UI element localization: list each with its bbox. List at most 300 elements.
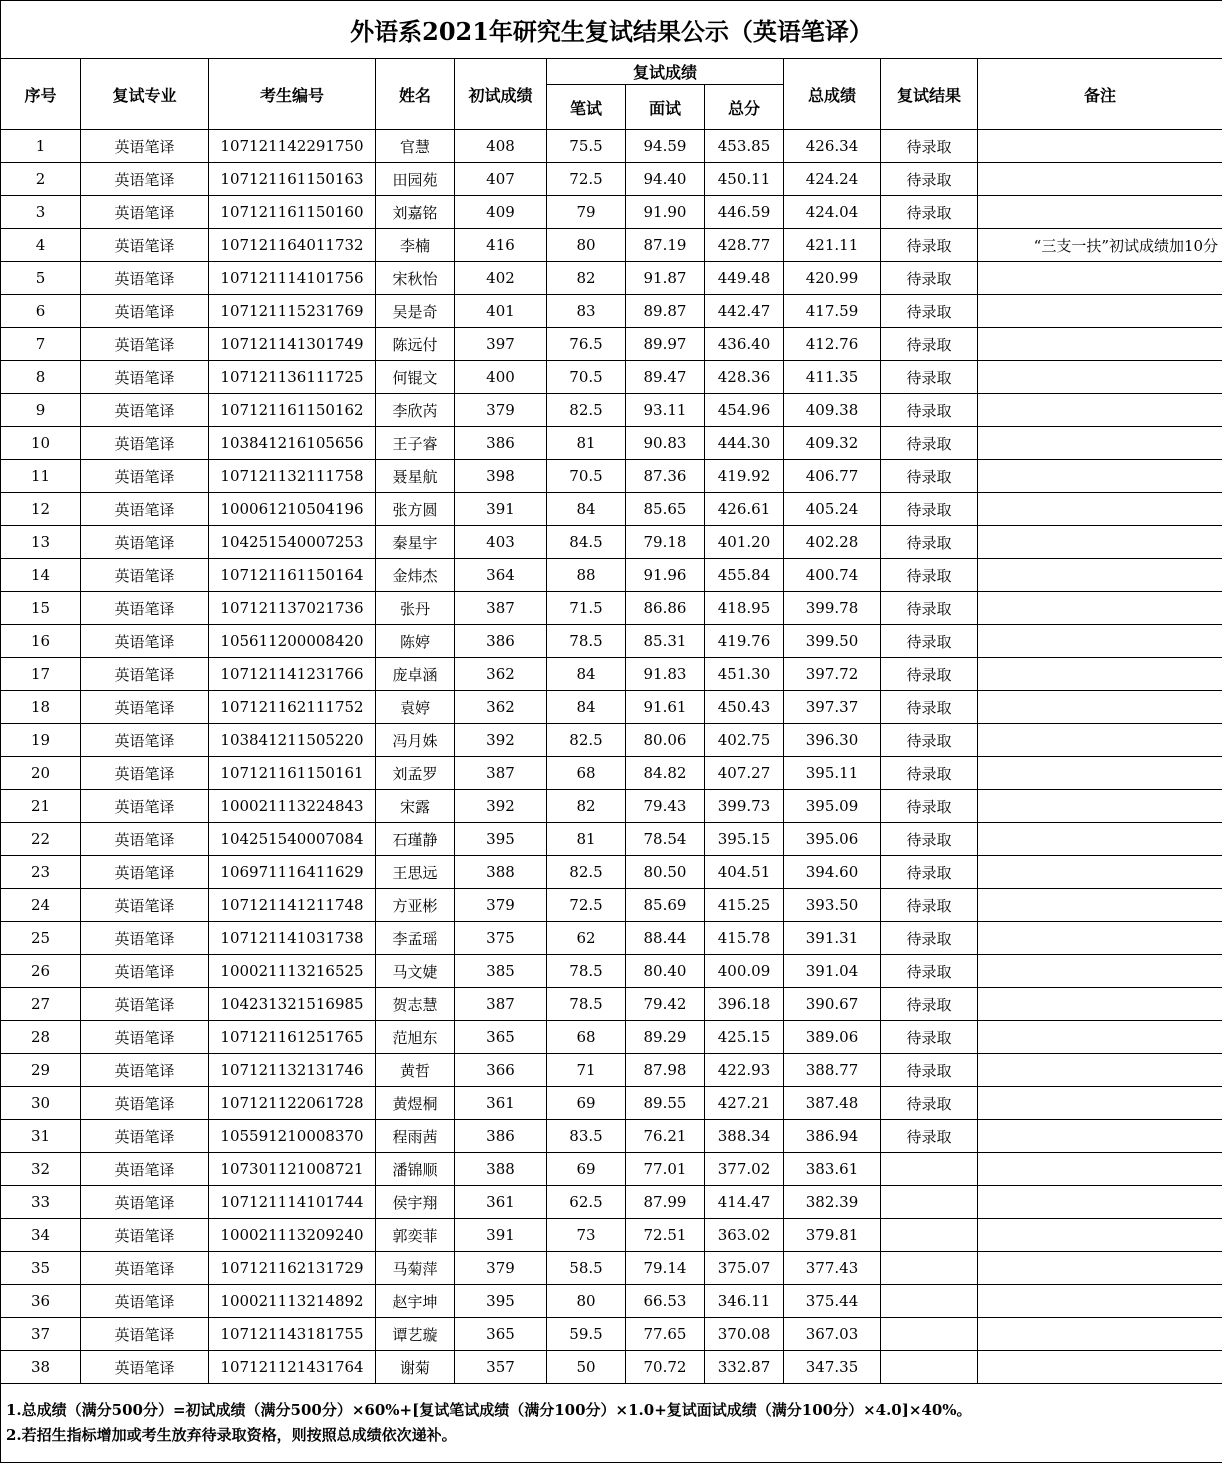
cell-interview: 94.40 [626, 163, 705, 196]
cell-interview: 91.90 [626, 196, 705, 229]
cell-exam-id: 100021113224843 [209, 790, 376, 823]
cell-retest-total: 415.25 [705, 889, 784, 922]
cell-retest-total: 427.21 [705, 1087, 784, 1120]
cell-prelim-score: 403 [455, 526, 547, 559]
cell-total-score: 397.37 [784, 691, 881, 724]
cell-exam-id: 107121136111725 [209, 361, 376, 394]
table-body [1, 130, 1222, 1384]
cell-retest-total: 419.92 [705, 460, 784, 493]
cell-name: 金炜杰 [376, 559, 455, 592]
cell-written: 58.5 [547, 1252, 626, 1285]
cell-written: 80 [547, 1285, 626, 1318]
cell-total-score: 402.28 [784, 526, 881, 559]
cell-prelim-score: 361 [455, 1087, 547, 1120]
cell-interview: 86.86 [626, 592, 705, 625]
cell-written: 73 [547, 1219, 626, 1252]
cell-major: 英语笔译 [81, 691, 209, 724]
table-row [1, 922, 1222, 955]
table-row [1, 361, 1222, 394]
cell-written: 78.5 [547, 988, 626, 1021]
cell-prelim-score: 379 [455, 394, 547, 427]
cell-name: 张丹 [376, 592, 455, 625]
cell-written: 78.5 [547, 625, 626, 658]
cell-prelim-score: 365 [455, 1021, 547, 1054]
cell-total-score: 397.72 [784, 658, 881, 691]
cell-total-score: 396.30 [784, 724, 881, 757]
cell-result: 待录取 [881, 229, 978, 262]
cell-name: 张方圆 [376, 493, 455, 526]
cell-result: 待录取 [881, 163, 978, 196]
cell-prelim-score: 407 [455, 163, 547, 196]
cell-major: 英语笔译 [81, 790, 209, 823]
cell-major: 英语笔译 [81, 394, 209, 427]
cell-seq: 2 [1, 163, 81, 196]
cell-result: 待录取 [881, 493, 978, 526]
cell-seq: 7 [1, 328, 81, 361]
cell-retest-total: 414.47 [705, 1186, 784, 1219]
table-row [1, 328, 1222, 361]
cell-total-score: 379.81 [784, 1219, 881, 1252]
cell-result: 待录取 [881, 955, 978, 988]
cell-total-score: 405.24 [784, 493, 881, 526]
cell-note [978, 856, 1222, 889]
cell-note [978, 1219, 1222, 1252]
cell-name: 田园苑 [376, 163, 455, 196]
table-row [1, 493, 1222, 526]
cell-interview: 90.83 [626, 427, 705, 460]
footnote-1: 1.总成绩（满分500分）=初试成绩（满分500分）×60%+[复试笔试成绩（满分100分）×1.0+复试面试成绩（满分100分）×4.0]×40%。 [6, 1401, 972, 1419]
cell-interview: 87.98 [626, 1054, 705, 1087]
cell-retest-total: 375.07 [705, 1252, 784, 1285]
table-row [1, 1252, 1222, 1285]
table-row [1, 1021, 1222, 1054]
cell-major: 英语笔译 [81, 922, 209, 955]
cell-interview: 91.61 [626, 691, 705, 724]
cell-result: 待录取 [881, 1120, 978, 1153]
table-row [1, 790, 1222, 823]
cell-prelim-score: 398 [455, 460, 547, 493]
cell-seq: 25 [1, 922, 81, 955]
cell-total-score: 394.60 [784, 856, 881, 889]
cell-retest-total: 395.15 [705, 823, 784, 856]
cell-total-score: 412.76 [784, 328, 881, 361]
cell-result: 待录取 [881, 460, 978, 493]
cell-seq: 37 [1, 1318, 81, 1351]
cell-exam-id: 105591210008370 [209, 1120, 376, 1153]
cell-written: 78.5 [547, 955, 626, 988]
cell-name: 李欣芮 [376, 394, 455, 427]
cell-written: 71.5 [547, 592, 626, 625]
table-row [1, 229, 1222, 262]
table-row [1, 889, 1222, 922]
cell-note [978, 493, 1222, 526]
cell-total-score: 389.06 [784, 1021, 881, 1054]
cell-exam-id: 107121141231766 [209, 658, 376, 691]
cell-result: 待录取 [881, 262, 978, 295]
cell-result: 待录取 [881, 988, 978, 1021]
cell-exam-id: 107121141031738 [209, 922, 376, 955]
cell-prelim-score: 387 [455, 988, 547, 1021]
cell-note [978, 955, 1222, 988]
cell-name: 侯宇翔 [376, 1186, 455, 1219]
cell-written: 81 [547, 427, 626, 460]
cell-major: 英语笔译 [81, 1219, 209, 1252]
cell-major: 英语笔译 [81, 592, 209, 625]
table-row [1, 163, 1222, 196]
cell-seq: 8 [1, 361, 81, 394]
cell-seq: 15 [1, 592, 81, 625]
cell-note [978, 1153, 1222, 1186]
cell-interview: 79.42 [626, 988, 705, 1021]
cell-result: 待录取 [881, 196, 978, 229]
header-name: 姓名 [376, 59, 455, 130]
cell-exam-id: 107121143181755 [209, 1318, 376, 1351]
cell-total-score: 399.50 [784, 625, 881, 658]
cell-seq: 28 [1, 1021, 81, 1054]
cell-retest-total: 450.11 [705, 163, 784, 196]
cell-total-score: 395.09 [784, 790, 881, 823]
cell-prelim-score: 386 [455, 625, 547, 658]
cell-retest-total: 436.40 [705, 328, 784, 361]
cell-result: 待录取 [881, 823, 978, 856]
cell-name: 程雨茜 [376, 1120, 455, 1153]
cell-seq: 9 [1, 394, 81, 427]
cell-written: 62.5 [547, 1186, 626, 1219]
cell-seq: 27 [1, 988, 81, 1021]
cell-retest-total: 446.59 [705, 196, 784, 229]
cell-prelim-score: 361 [455, 1186, 547, 1219]
cell-major: 英语笔译 [81, 196, 209, 229]
cell-note [978, 757, 1222, 790]
header-retest-total: 总分 [705, 85, 784, 130]
cell-name: 黄煜桐 [376, 1087, 455, 1120]
cell-seq: 36 [1, 1285, 81, 1318]
cell-note [978, 1318, 1222, 1351]
cell-total-score: 375.44 [784, 1285, 881, 1318]
cell-written: 84 [547, 658, 626, 691]
cell-written: 80 [547, 229, 626, 262]
cell-prelim-score: 388 [455, 856, 547, 889]
cell-result: 待录取 [881, 757, 978, 790]
cell-result: 待录取 [881, 889, 978, 922]
cell-retest-total: 363.02 [705, 1219, 784, 1252]
cell-interview: 87.36 [626, 460, 705, 493]
header-prelim-score: 初试成绩 [455, 59, 547, 130]
cell-retest-total: 422.93 [705, 1054, 784, 1087]
cell-interview: 76.21 [626, 1120, 705, 1153]
cell-name: 吴是奇 [376, 295, 455, 328]
cell-written: 50 [547, 1351, 626, 1384]
cell-result: 待录取 [881, 526, 978, 559]
cell-result: 待录取 [881, 724, 978, 757]
cell-total-score: 391.04 [784, 955, 881, 988]
cell-name: 陈婷 [376, 625, 455, 658]
cell-major: 英语笔译 [81, 988, 209, 1021]
table-row [1, 658, 1222, 691]
cell-major: 英语笔译 [81, 328, 209, 361]
cell-prelim-score: 386 [455, 1120, 547, 1153]
cell-note [978, 130, 1222, 163]
cell-retest-total: 370.08 [705, 1318, 784, 1351]
cell-interview: 87.19 [626, 229, 705, 262]
cell-name: 谢菊 [376, 1351, 455, 1384]
cell-name: 贺志慧 [376, 988, 455, 1021]
cell-name: 秦星宇 [376, 526, 455, 559]
cell-seq: 11 [1, 460, 81, 493]
cell-seq: 33 [1, 1186, 81, 1219]
cell-written: 68 [547, 1021, 626, 1054]
cell-name: 王子睿 [376, 427, 455, 460]
cell-seq: 32 [1, 1153, 81, 1186]
cell-prelim-score: 392 [455, 724, 547, 757]
cell-interview: 70.72 [626, 1351, 705, 1384]
table-row [1, 625, 1222, 658]
header-major: 复试专业 [81, 59, 209, 130]
cell-exam-id: 107121161150164 [209, 559, 376, 592]
cell-seq: 12 [1, 493, 81, 526]
cell-total-score: 387.48 [784, 1087, 881, 1120]
cell-exam-id: 107301121008721 [209, 1153, 376, 1186]
cell-prelim-score: 395 [455, 823, 547, 856]
cell-note [978, 163, 1222, 196]
cell-seq: 20 [1, 757, 81, 790]
cell-exam-id: 107121114101756 [209, 262, 376, 295]
cell-major: 英语笔译 [81, 1054, 209, 1087]
cell-note [978, 394, 1222, 427]
cell-exam-id: 107121161150163 [209, 163, 376, 196]
cell-major: 英语笔译 [81, 1285, 209, 1318]
cell-total-score: 386.94 [784, 1120, 881, 1153]
cell-written: 81 [547, 823, 626, 856]
cell-note [978, 823, 1222, 856]
cell-result: 待录取 [881, 559, 978, 592]
cell-result: 待录取 [881, 1087, 978, 1120]
cell-exam-id: 107121141301749 [209, 328, 376, 361]
cell-note [978, 1120, 1222, 1153]
cell-written: 88 [547, 559, 626, 592]
table-row [1, 559, 1222, 592]
cell-prelim-score: 401 [455, 295, 547, 328]
cell-total-score: 424.04 [784, 196, 881, 229]
cell-seq: 17 [1, 658, 81, 691]
cell-written: 76.5 [547, 328, 626, 361]
cell-note [978, 427, 1222, 460]
cell-total-score: 409.32 [784, 427, 881, 460]
cell-exam-id: 107121161150160 [209, 196, 376, 229]
cell-total-score: 377.43 [784, 1252, 881, 1285]
cell-total-score: 393.50 [784, 889, 881, 922]
cell-name: 马菊萍 [376, 1252, 455, 1285]
table-row [1, 1054, 1222, 1087]
cell-result [881, 1219, 978, 1252]
cell-note [978, 295, 1222, 328]
cell-retest-total: 418.95 [705, 592, 784, 625]
cell-exam-id: 107121141211748 [209, 889, 376, 922]
cell-interview: 84.82 [626, 757, 705, 790]
cell-seq: 16 [1, 625, 81, 658]
cell-retest-total: 415.78 [705, 922, 784, 955]
cell-prelim-score: 395 [455, 1285, 547, 1318]
cell-exam-id: 106971116411629 [209, 856, 376, 889]
cell-written: 72.5 [547, 163, 626, 196]
cell-exam-id: 107121137021736 [209, 592, 376, 625]
cell-written: 84.5 [547, 526, 626, 559]
cell-written: 70.5 [547, 361, 626, 394]
cell-written: 59.5 [547, 1318, 626, 1351]
cell-note [978, 460, 1222, 493]
cell-exam-id: 104251540007084 [209, 823, 376, 856]
cell-result: 待录取 [881, 295, 978, 328]
cell-result: 待录取 [881, 328, 978, 361]
cell-exam-id: 103841216105656 [209, 427, 376, 460]
cell-retest-total: 396.18 [705, 988, 784, 1021]
cell-name: 方亚彬 [376, 889, 455, 922]
table-row [1, 526, 1222, 559]
cell-written: 69 [547, 1153, 626, 1186]
cell-note [978, 988, 1222, 1021]
cell-exam-id: 107121161150161 [209, 757, 376, 790]
cell-total-score: 382.39 [784, 1186, 881, 1219]
cell-total-score: 417.59 [784, 295, 881, 328]
cell-interview: 91.96 [626, 559, 705, 592]
cell-interview: 87.99 [626, 1186, 705, 1219]
cell-major: 英语笔译 [81, 856, 209, 889]
cell-interview: 89.55 [626, 1087, 705, 1120]
cell-result [881, 1351, 978, 1384]
cell-interview: 88.44 [626, 922, 705, 955]
cell-seq: 3 [1, 196, 81, 229]
cell-exam-id: 100021113216525 [209, 955, 376, 988]
cell-note [978, 526, 1222, 559]
table-row [1, 1285, 1222, 1318]
cell-prelim-score: 416 [455, 229, 547, 262]
cell-note [978, 724, 1222, 757]
cell-seq: 18 [1, 691, 81, 724]
cell-name: 袁婷 [376, 691, 455, 724]
cell-major: 英语笔译 [81, 559, 209, 592]
cell-retest-total: 428.77 [705, 229, 784, 262]
cell-note [978, 922, 1222, 955]
table-row [1, 856, 1222, 889]
table-row [1, 1219, 1222, 1252]
table-row [1, 1351, 1222, 1384]
cell-interview: 89.47 [626, 361, 705, 394]
cell-major: 英语笔译 [81, 658, 209, 691]
cell-result: 待录取 [881, 691, 978, 724]
cell-seq: 21 [1, 790, 81, 823]
cell-prelim-score: 379 [455, 889, 547, 922]
cell-note: “三支一扶”初试成绩加10分 [978, 229, 1222, 262]
cell-written: 82 [547, 262, 626, 295]
cell-seq: 35 [1, 1252, 81, 1285]
table-row [1, 460, 1222, 493]
cell-result [881, 1285, 978, 1318]
cell-prelim-score: 409 [455, 196, 547, 229]
cell-note [978, 262, 1222, 295]
cell-name: 何锟文 [376, 361, 455, 394]
cell-note [978, 1021, 1222, 1054]
cell-prelim-score: 362 [455, 691, 547, 724]
cell-note [978, 1285, 1222, 1318]
cell-retest-total: 442.47 [705, 295, 784, 328]
cell-major: 英语笔译 [81, 1087, 209, 1120]
cell-name: 聂星航 [376, 460, 455, 493]
cell-exam-id: 105611200008420 [209, 625, 376, 658]
cell-seq: 22 [1, 823, 81, 856]
cell-seq: 13 [1, 526, 81, 559]
cell-seq: 31 [1, 1120, 81, 1153]
cell-prelim-score: 366 [455, 1054, 547, 1087]
cell-written: 69 [547, 1087, 626, 1120]
cell-note [978, 1054, 1222, 1087]
cell-name: 谭艺璇 [376, 1318, 455, 1351]
cell-major: 英语笔译 [81, 625, 209, 658]
header-interview: 面试 [626, 85, 705, 130]
table-row [1, 757, 1222, 790]
cell-exam-id: 107121164011732 [209, 229, 376, 262]
cell-name: 官慧 [376, 130, 455, 163]
cell-prelim-score: 387 [455, 592, 547, 625]
cell-prelim-score: 391 [455, 1219, 547, 1252]
cell-interview: 85.65 [626, 493, 705, 526]
table-row [1, 1153, 1222, 1186]
cell-seq: 5 [1, 262, 81, 295]
cell-written: 84 [547, 493, 626, 526]
cell-retest-total: 425.15 [705, 1021, 784, 1054]
cell-major: 英语笔译 [81, 526, 209, 559]
cell-total-score: 367.03 [784, 1318, 881, 1351]
cell-written: 68 [547, 757, 626, 790]
cell-exam-id: 100021113214892 [209, 1285, 376, 1318]
cell-name: 郭奕菲 [376, 1219, 455, 1252]
cell-written: 83.5 [547, 1120, 626, 1153]
cell-written: 62 [547, 922, 626, 955]
table-row [1, 823, 1222, 856]
table-row [1, 295, 1222, 328]
table-row [1, 427, 1222, 460]
cell-written: 79 [547, 196, 626, 229]
cell-prelim-score: 408 [455, 130, 547, 163]
cell-name: 李楠 [376, 229, 455, 262]
cell-result: 待录取 [881, 394, 978, 427]
cell-exam-id: 100021113209240 [209, 1219, 376, 1252]
cell-interview: 77.65 [626, 1318, 705, 1351]
cell-retest-total: 377.02 [705, 1153, 784, 1186]
cell-total-score: 421.11 [784, 229, 881, 262]
cell-retest-total: 419.76 [705, 625, 784, 658]
page-title: 外语系2021年研究生复试结果公示（英语笔译） [1, 1, 1222, 59]
table-row [1, 724, 1222, 757]
cell-note [978, 1087, 1222, 1120]
cell-retest-total: 450.43 [705, 691, 784, 724]
table-row [1, 1318, 1222, 1351]
cell-seq: 29 [1, 1054, 81, 1087]
cell-name: 冯月姝 [376, 724, 455, 757]
cell-major: 英语笔译 [81, 757, 209, 790]
cell-exam-id: 107121132111758 [209, 460, 376, 493]
cell-exam-id: 107121161251765 [209, 1021, 376, 1054]
header-written: 笔试 [547, 85, 626, 130]
cell-retest-total: 451.30 [705, 658, 784, 691]
cell-written: 84 [547, 691, 626, 724]
cell-exam-id: 100061210504196 [209, 493, 376, 526]
cell-total-score: 383.61 [784, 1153, 881, 1186]
cell-major: 英语笔译 [81, 460, 209, 493]
cell-written: 75.5 [547, 130, 626, 163]
cell-prelim-score: 387 [455, 757, 547, 790]
cell-result: 待录取 [881, 790, 978, 823]
header-exam-id: 考生编号 [209, 59, 376, 130]
